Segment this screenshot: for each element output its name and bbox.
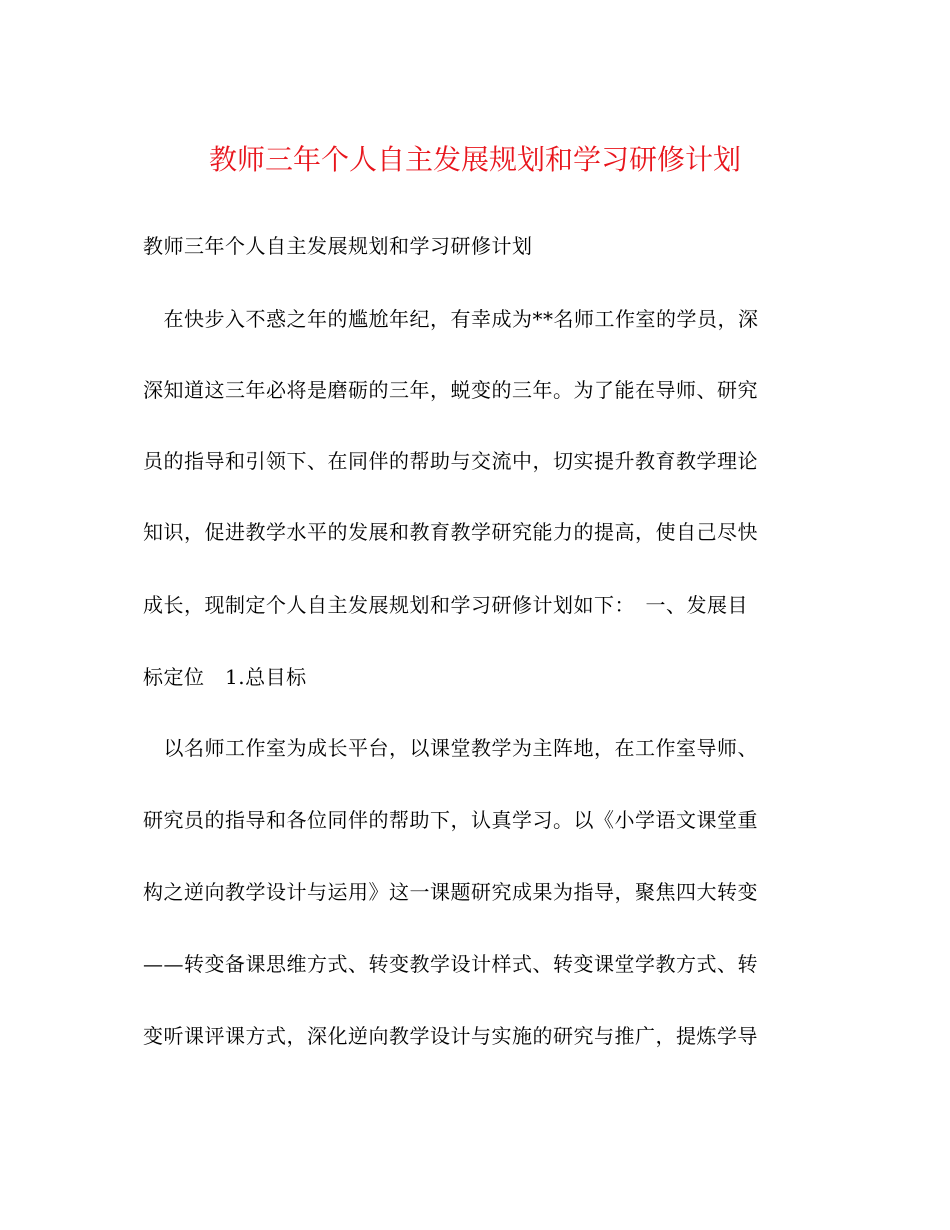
body-line-9: 构之逆向教学设计与运用》这一课题研究成果为指导，聚焦四大转变 (143, 880, 758, 904)
body-line-3: 员的指导和引领下、在同伴的帮助与交流中，切实提升教育教学理论 (143, 449, 758, 473)
body-line-4: 知识，促进教学水平的发展和教育教学研究能力的提高，使自己尽快 (143, 520, 758, 544)
body-line-7: 以名师工作室为成长平台，以课堂教学为主阵地，在工作室导师、 (143, 736, 758, 760)
body-line-5: 成长，现制定个人自主发展规划和学习研修计划如下： 一、发展目 (143, 593, 748, 617)
document-title: 教师三年个人自主发展规划和学习研修计划 (208, 143, 741, 176)
body-line-6: 标定位 1.总目标 (143, 665, 307, 689)
body-line-11: 变听课评课方式，深化逆向教学设计与实施的研究与推广，提炼学导 (143, 1024, 758, 1048)
subtitle-line: 教师三年个人自主发展规划和学习研修计划 (143, 234, 533, 258)
body-line-8: 研究员的指导和各位同伴的帮助下，认真学习。以《小学语文课堂重 (143, 808, 758, 832)
body-line-2: 深知道这三年必将是磨砺的三年，蜕变的三年。为了能在导师、研究 (143, 378, 758, 402)
body-line-1: 在快步入不惑之年的尴尬年纪，有幸成为**名师工作室的学员，深 (143, 307, 759, 331)
body-line-10: ——转变备课思维方式、转变教学设计样式、转变课堂学教方式、转 (143, 952, 758, 976)
